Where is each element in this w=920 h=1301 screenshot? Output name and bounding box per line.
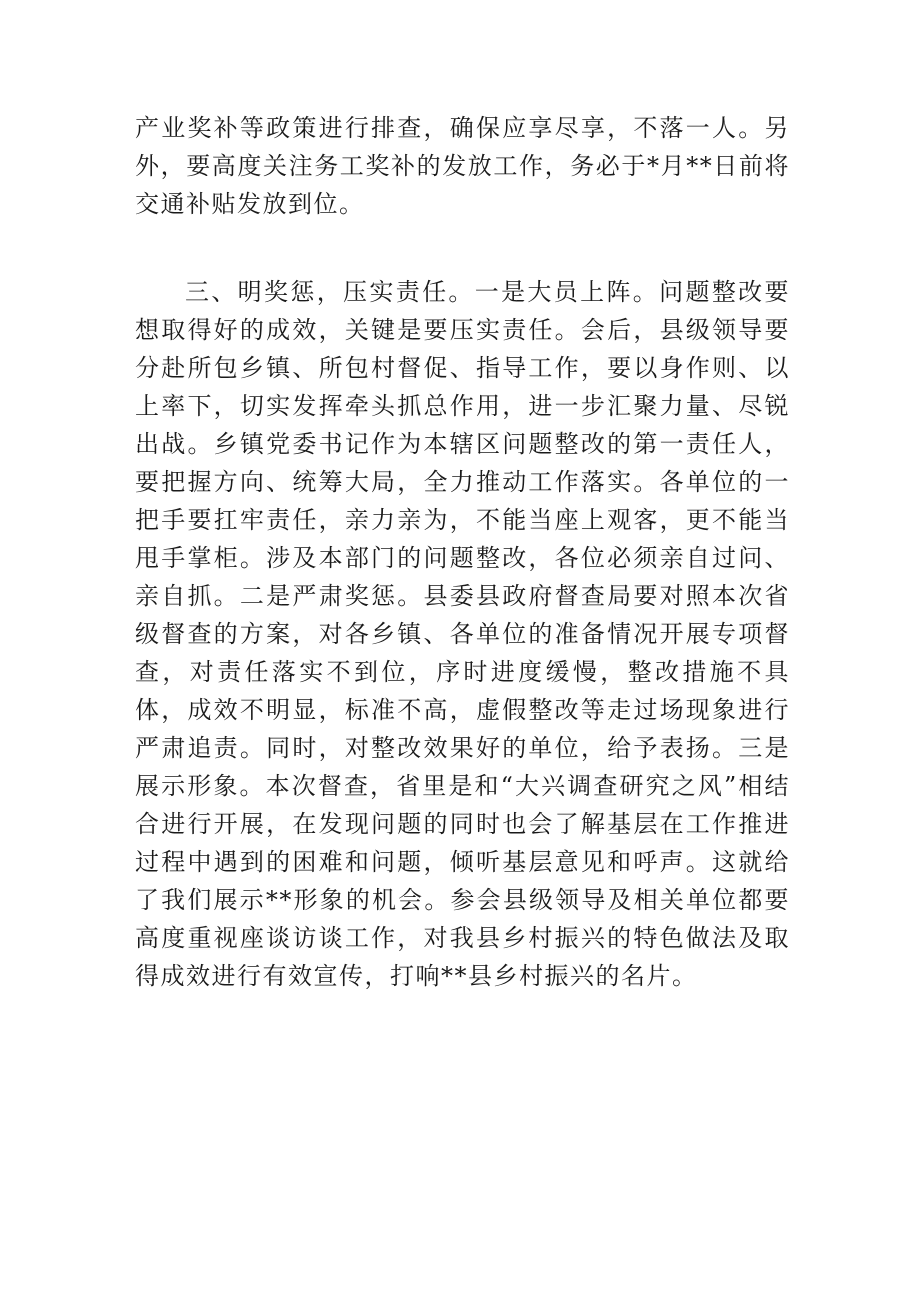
paragraph-continuation: 产业奖补等政策进行排查，确保应享尽享，不落一人。另外，要高度关注务工奖补的发放工作，务必于*月**日前将交通补贴发放到位。 xyxy=(135,114,790,218)
paragraph-section-three: 三、明奖惩，压实责任。一是大员上阵。问题整改要想取得好的成效，关键是要压实责任。会后，县级领导要分赴所包乡镇、所包村督促、指导工作，要以身作则、以上率下，切实发挥牵头抓总作用，进一步汇聚力量、尽锐出战。乡镇党委书记作为本辖区问题整改的第一责任人，要把握方向、统筹大局，全力推动工作落实。各单位的一把手要扛牢责任，亲力亲为，不能当座上观客，更不能当甩手掌柜。涉及本部门的问题整改，各位必须亲自过问、亲自抓。二是严肃奖惩。县委县政府督查局要对照本次省级督查的方案，对各乡镇、各单位的准备情况开展专项督查，对责任落实不到位，序时进度缓慢，整改措施不具体，成效不明显，标准不高，虚假整改等走过场现象进行严肃追责。同时，对整改效果好的单位，给予表扬。三是展示形象。本次督查，省里是和“大兴调查研究之风”相结合进行开展，在发现问题的同时也会了解基层在工作推进过程中遇到的困难和问题，倾听基层意见和呼声。这就给了我们展示**形象的机会。参会县级领导及相关单位都要高度重视座谈访谈工作，对我县乡村振兴的特色做法及取得成效进行有效宣传，打响**县乡村振兴的名片。 xyxy=(135,278,790,990)
